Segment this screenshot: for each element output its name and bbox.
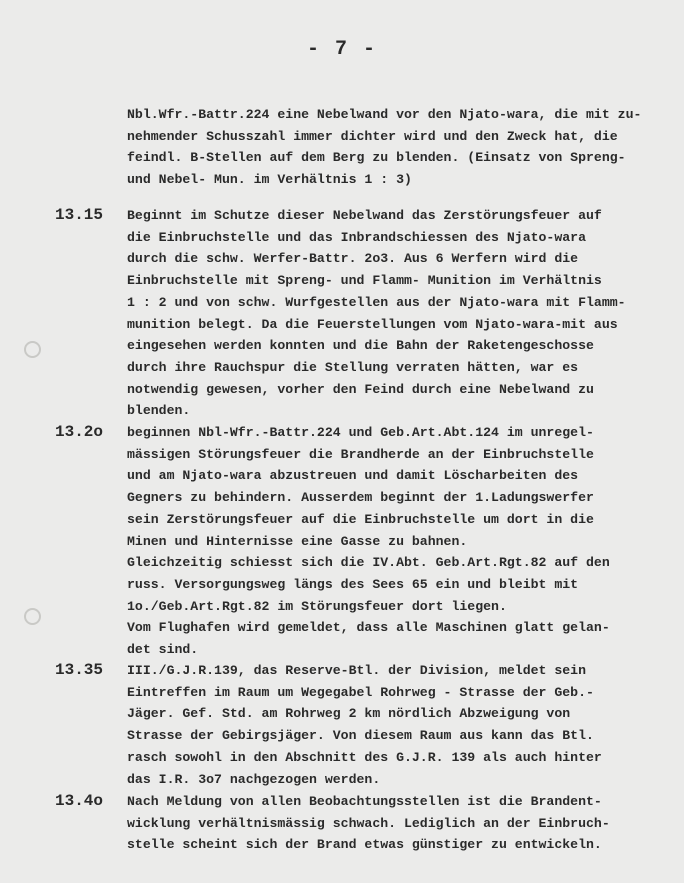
punch-hole-icon <box>24 608 41 625</box>
text-line: III./G.J.R.139, das Reserve-Btl. der Division, meldet sein <box>127 663 586 678</box>
text-line: munition belegt. Da die Feuerstellungen vom Njato-wara-mit aus <box>127 316 618 332</box>
text-line: und am Njato-wara abzustreuen und damit Löscharbeiten des <box>127 468 579 484</box>
text-line: Strasse der Gebirgsjäger. Von diesem Raum aus kann das Btl. <box>127 728 594 744</box>
text-line: Vom Flughafen wird gemeldet, dass alle Maschinen glatt gelan- <box>127 620 610 636</box>
text-line: mässigen Störungsfeuer die Brandherde an der Einbruchstelle <box>127 446 594 462</box>
text-line: durch ihre Rauchspur die Stellung verraten hätten, war es <box>127 359 579 375</box>
text-line: die Einbruchstelle und das Inbrandschiessen des Njato-wara <box>127 229 586 245</box>
entry-time: 13.35 <box>55 661 104 679</box>
text-line: nehmender Schusszahl immer dichter wird und den Zweck hat, die <box>127 128 618 144</box>
text-line: Beginnt im Schutze dieser Nebelwand das Zerstörungsfeuer auf <box>127 208 602 223</box>
text-line: Einbruchstelle mit Spreng- und Flamm- Munition im Verhältnis <box>127 273 602 289</box>
text-line: Nach Meldung von allen Beobachtungsstellen ist die Brandent- <box>127 794 602 809</box>
text-line: Gegners zu behindern. Ausserdem beginnt der 1.Ladungswerfer <box>127 490 594 506</box>
text-line: rasch sowohl in den Abschnitt des G.J.R. 139 als auch hinter <box>127 749 602 765</box>
text-line: und Nebel- Mun. im Verhältnis 1 : 3) <box>127 172 412 188</box>
text-line: stelle scheint sich der Brand etwas günstiger zu entwickeln. <box>127 837 602 853</box>
entry-time: 13.2o <box>55 423 104 441</box>
page-number: - 7 - <box>306 38 377 61</box>
text-line: beginnen Nbl-Wfr.-Battr.224 und Geb.Art.Abt.124 im unregel- <box>127 425 594 440</box>
text-line: 1o./Geb.Art.Rgt.82 im Störungsfeuer dort liegen. <box>127 598 507 614</box>
entry-time: 13.4o <box>55 792 104 810</box>
text-line: durch die schw. Werfer-Battr. 2o3. Aus 6 Werfern wird die <box>127 251 579 267</box>
text-line: notwendig gewesen, vorher den Feind durch eine Nebelwand zu <box>127 381 594 397</box>
entry-time: 13.15 <box>55 206 104 224</box>
text-line: blenden. <box>127 403 191 419</box>
punch-hole-icon <box>24 341 41 358</box>
text-line: das I.R. 3o7 nachgezogen werden. <box>127 771 381 787</box>
text-line: det sind. <box>127 642 199 657</box>
text-line: Jäger. Gef. Std. am Rohrweg 2 km nördlich Abzweigung von <box>127 706 571 722</box>
text-line: Gleichzeitig schiesst sich die IV.Abt. Geb.Art.Rgt.82 auf den <box>127 555 610 571</box>
text-line: russ. Versorgungsweg längs des Sees 65 ein und bleibt mit <box>127 576 579 592</box>
text-line: sein Zerstörungsfeuer auf die Einbruchstelle um dort in die <box>127 511 594 527</box>
text-line: Nbl.Wfr.-Battr.224 eine Nebelwand vor den Njato-wara, die mit zu- <box>127 107 642 122</box>
text-line: feindl. B-Stellen auf dem Berg zu blenden. (Einsatz von Spreng- <box>127 150 626 166</box>
text-line: eingesehen werden konnten und die Bahn der Raketengeschosse <box>127 338 594 354</box>
text-line: 1 : 2 und von schw. Wurfgestellen aus der Njato-wara mit Flamm- <box>127 294 626 310</box>
text-line: wicklung verhältnismässig schwach. Lediglich an der Einbruch- <box>127 815 610 831</box>
text-line: Eintreffen im Raum um Wegegabel Rohrweg - Strasse der Geb.- <box>127 684 594 700</box>
text-line: Minen und Hinternisse eine Gasse zu bahnen. <box>127 533 468 549</box>
